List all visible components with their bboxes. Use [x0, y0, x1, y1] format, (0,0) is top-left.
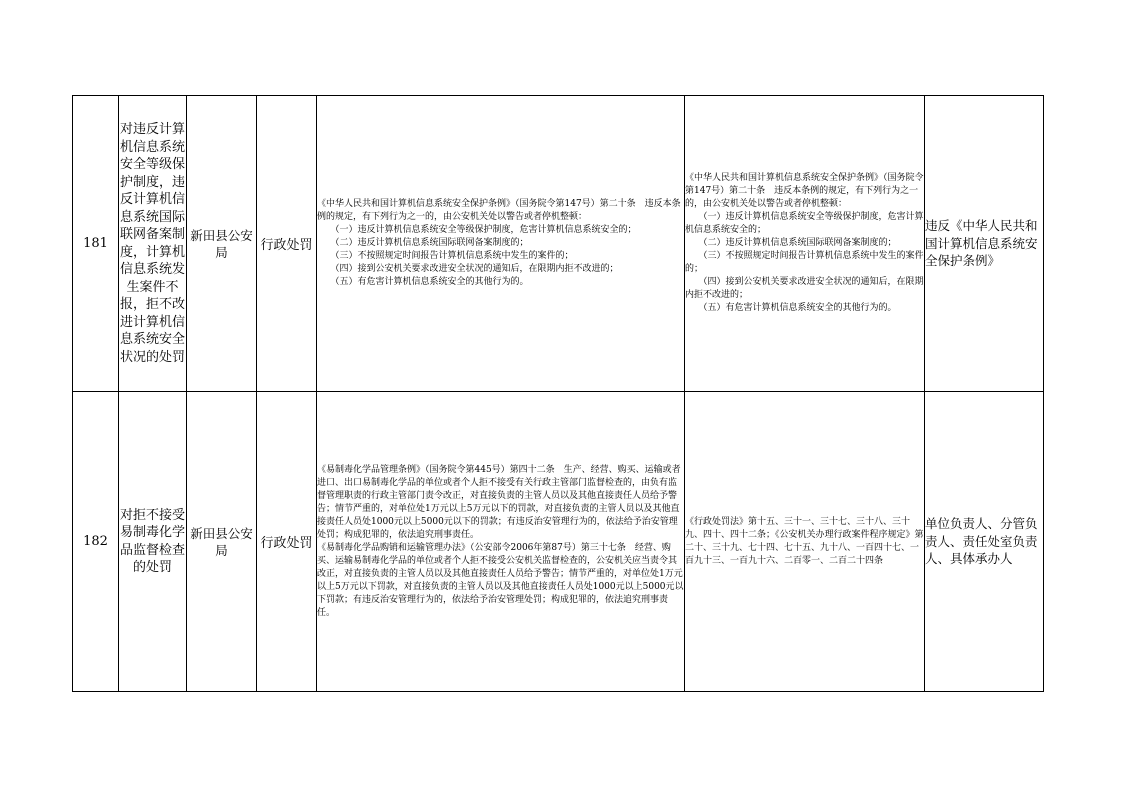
accountability-basis — [685, 392, 925, 692]
implementing-agency: 新田县公安局 — [187, 392, 257, 692]
law-paragraph: 《行政处罚法》第十五、三十一、三十七、三十八、三十九、四十、四十二条；《公安机关办理行政案件程序规定》第二十、三十九、七十四、七十五、九十八、一百四十七、一百九十三、一百九十六、二百零一、二百二十四条 — [685, 516, 924, 566]
law-paragraph: （一）违反计算机信息系统安全等级保护制度，危害计算机信息系统安全的； — [685, 212, 924, 235]
table-row — [73, 96, 1044, 392]
table-row — [73, 392, 1044, 692]
responsible-party: 违反《中华人民共和国计算机信息系统安全保护条例》 — [925, 96, 1044, 392]
basis-paragraph: 《易制毒化学品管理条例》（国务院令第445号）第四十二条 生产、经营、购买、运输或者进口、出口易制毒化学品的单位或者个人拒不接受有关行政主管部门监督检查的，由负有监督管理职责的行政主管部门责令改正，对直接负责的主管人员以及其他直接责任人员给予警告；情节严重的，对单位处1万元以上5万元以下的罚款，对直接负责的主管人员以及其他直接责任人员处1000元以上5000元以下的罚款；有违反治安管理行为的，依法给予治安管理处罚；构成犯罪的，依法追究刑事责任。 — [317, 464, 681, 540]
item-name: 对违反计算机信息系统安全等级保护制度，违反计算机信息系统国际联网备案制度，计算机信息系统发生案件不报，拒不改进计算机信息系统安全状况的处罚 — [119, 96, 187, 392]
basis-paragraph: （一）违反计算机信息系统安全等级保护制度，危害计算机信息系统安全的； — [317, 225, 637, 235]
power-type: 行政处罚 — [257, 96, 317, 392]
power-type: 行政处罚 — [257, 392, 317, 692]
power-list-table — [72, 95, 1044, 692]
accountability-basis — [685, 96, 925, 392]
law-paragraph: （五）有危害计算机信息系统安全的其他行为的。 — [685, 303, 897, 313]
law-paragraph: （三）不按照规定时间报告计算机信息系统中发生的案件的； — [685, 251, 924, 274]
law-paragraph: 《中华人民共和国计算机信息系统安全保护条例》（国务院令第147号）第二十条 违反本条例的规定，有下列行为之一的，由公安机关处以警告或者停机整顿： — [685, 173, 924, 209]
row-number: 181 — [73, 96, 119, 392]
basis-paragraph: 《易制毒化学品购销和运输管理办法》（公安部令2006年第87号）第三十七条 经营、购买、运输易制毒化学品的单位或者个人拒不接受公安机关监督检查的，公安机关应当责令其改正，对直接负责的主管人员以及其他直接责任人员给予警告；情节严重的，对单位处1万元以上5万元以下罚款，对直接负责的主管人员以及其他直接责任人员处1000元以上5000元以下罚款；有违反治安管理行为的，依法给予治安管理处罚；构成犯罪的，依法追究刑事责任。 — [317, 542, 684, 618]
basis-paragraph: （三）不按照规定时间报告计算机信息系统中发生的案件的； — [317, 251, 574, 261]
legal-basis — [317, 392, 685, 692]
basis-paragraph: （二）违反计算机信息系统国际联网备案制度的； — [317, 238, 529, 248]
responsible-party: 单位负责人、分管负责人、责任处室负责人、具体承办人 — [925, 392, 1044, 692]
basis-paragraph: 《中华人民共和国计算机信息系统安全保护条例》（国务院令第147号）第二十条 违反本条例的规定，有下列行为之一的，由公安机关处以警告或者停机整顿： — [317, 199, 681, 222]
item-name: 对拒不接受易制毒化学品监督检查的处罚 — [119, 392, 187, 692]
implementing-agency: 新田县公安局 — [187, 96, 257, 392]
row-number: 182 — [73, 392, 119, 692]
basis-paragraph: （五）有危害计算机信息系统安全的其他行为的。 — [317, 277, 529, 287]
law-paragraph: （二）违反计算机信息系统国际联网备案制度的； — [685, 238, 897, 248]
basis-paragraph: （四）接到公安机关要求改进安全状况的通知后，在限期内拒不改进的； — [317, 264, 619, 274]
legal-basis — [317, 96, 685, 392]
law-paragraph: （四）接到公安机关要求改进安全状况的通知后，在限期内拒不改进的； — [685, 277, 924, 300]
